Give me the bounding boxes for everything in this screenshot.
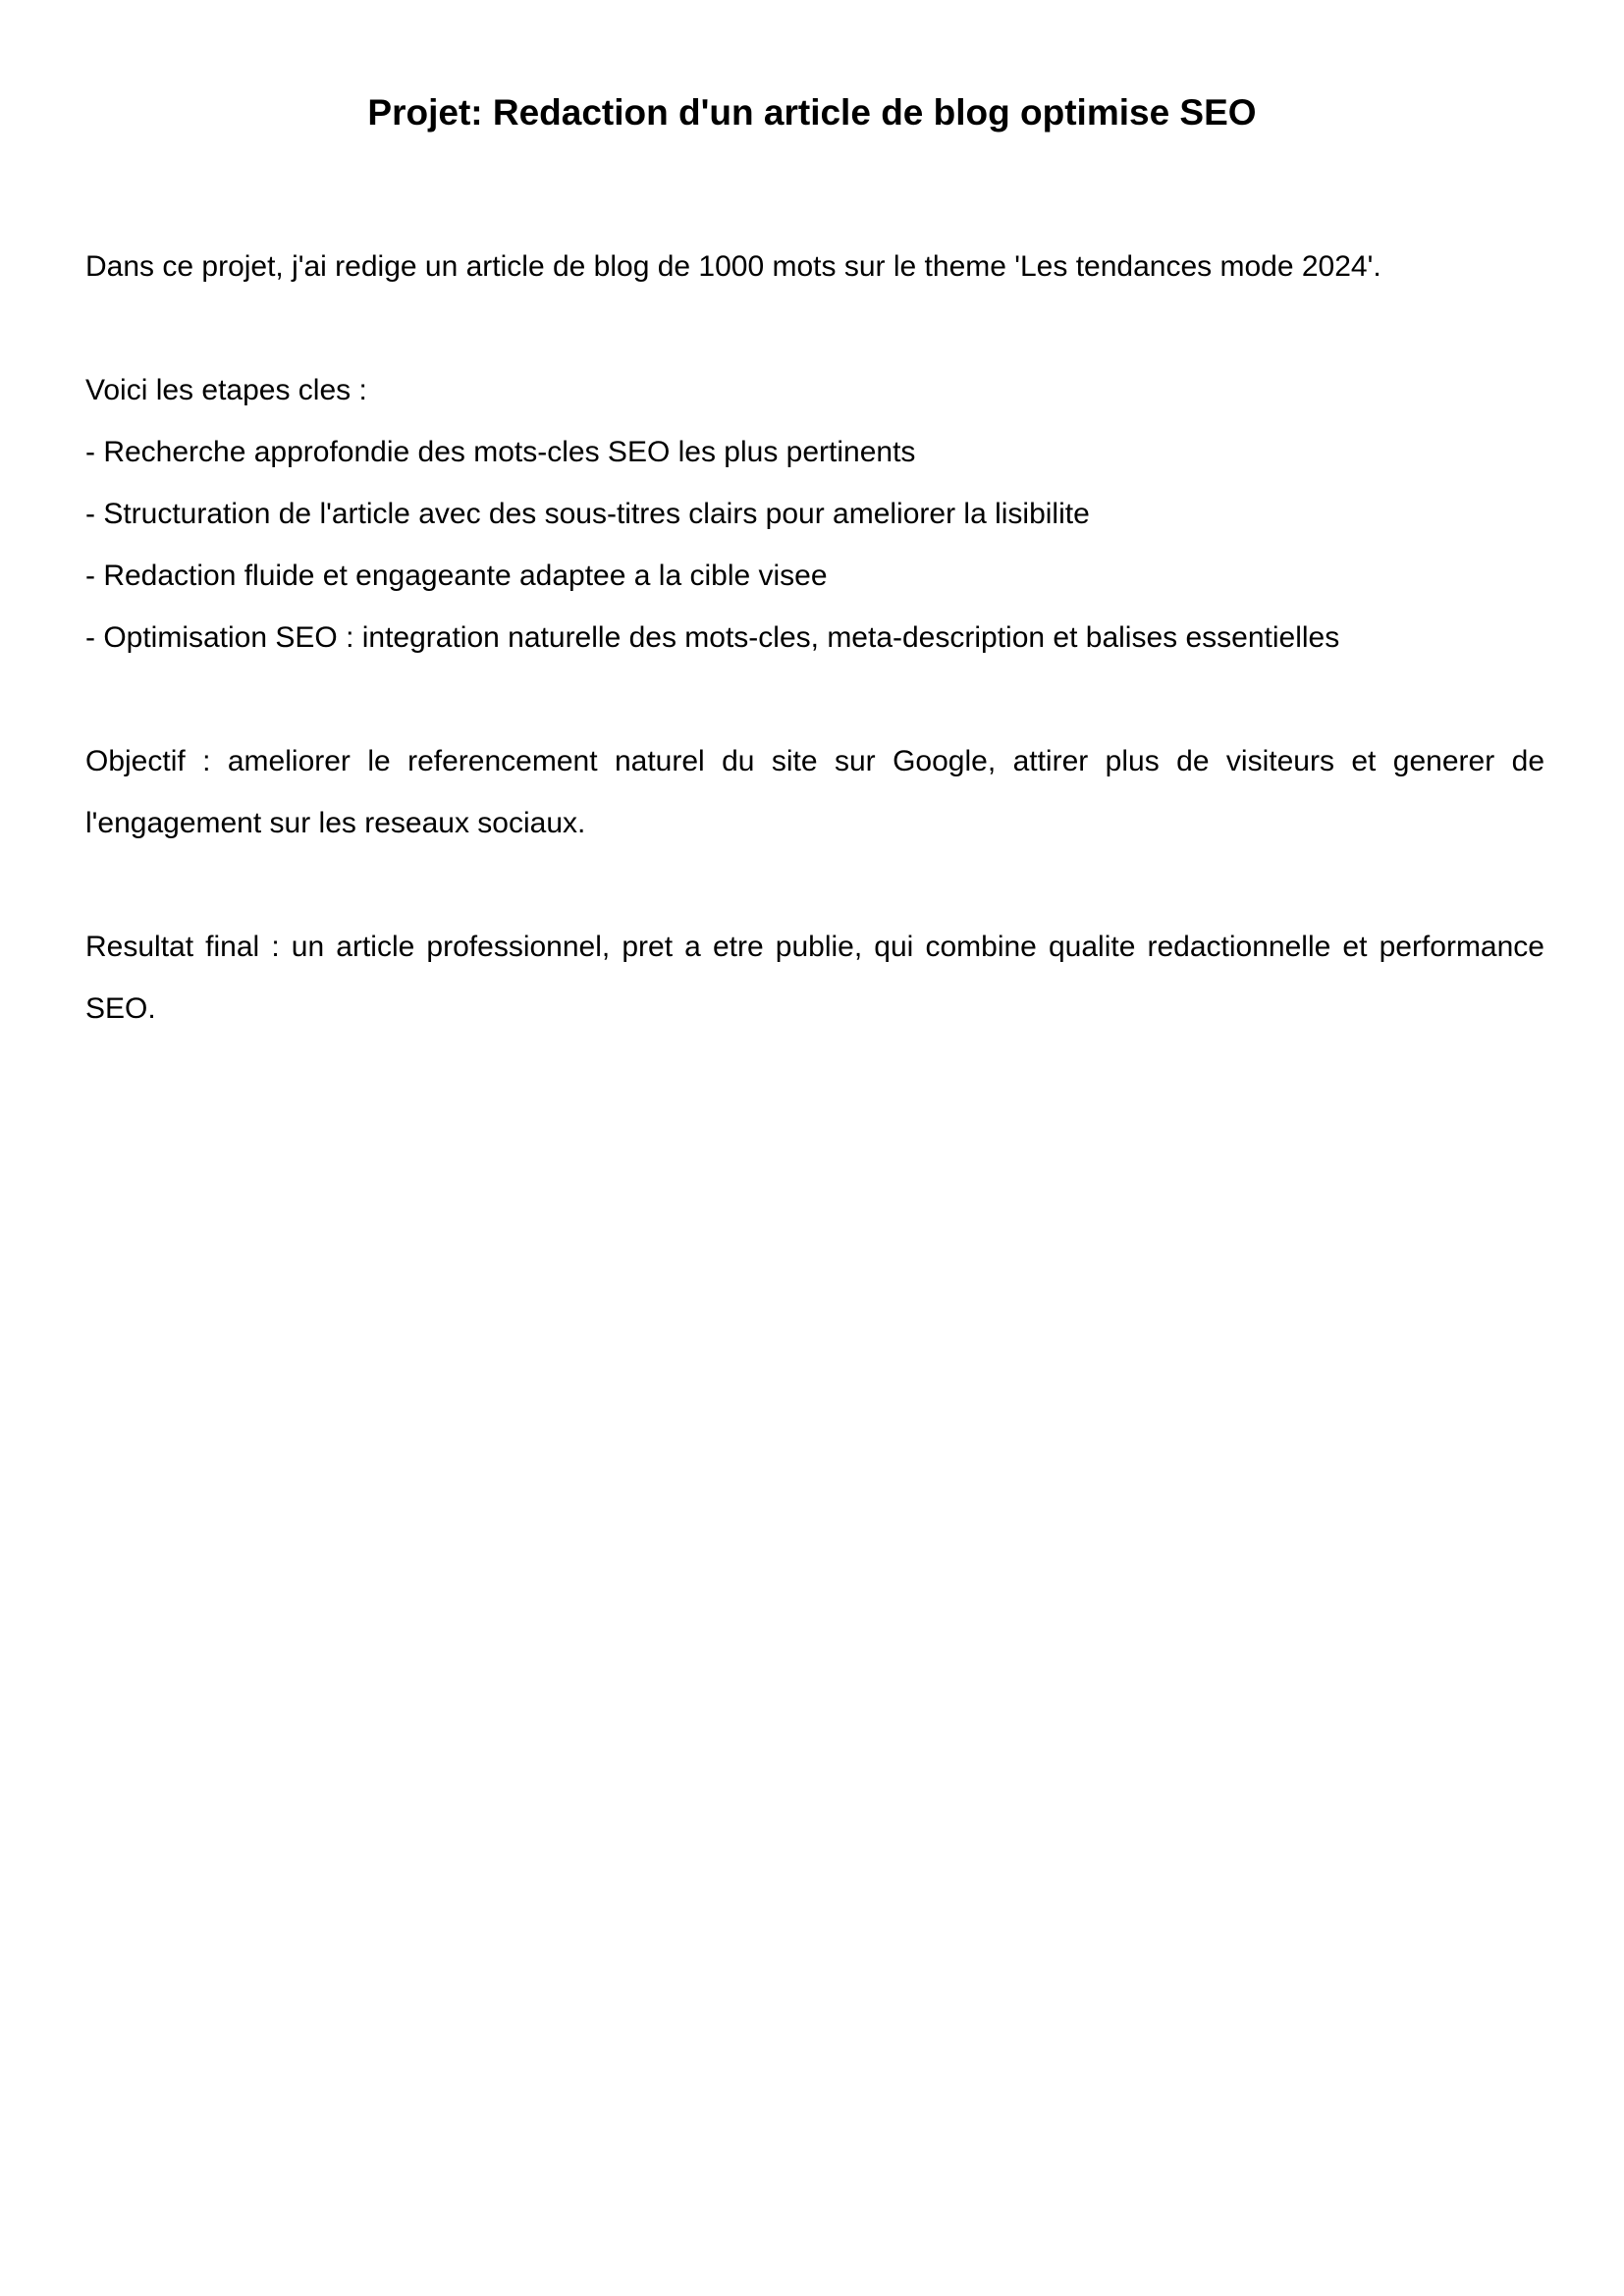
step-item: - Redaction fluide et engageante adaptee a la cible visee [85,560,828,592]
result-paragraph: Resultat final : un article professionnel, pret a etre publie, qui combine qualite redactionnelle et performance SEO. [85,931,1544,1025]
step-item: - Optimisation SEO : integration naturelle des mots-cles, meta-description et balises essentielles [85,621,1340,654]
paragraph-spacer [85,854,1544,916]
paragraph-spacer [85,297,1544,359]
objective-paragraph: Objectif : ameliorer le referencement naturel du site sur Google, attirer plus de visiteurs et generer de l'engagement sur les reseaux sociaux. [85,745,1544,839]
steps-heading: Voici les etapes cles : [85,374,367,406]
paragraph-spacer [85,668,1544,730]
step-item: - Recherche approfondie des mots-cles SEO les plus pertinents [85,436,916,468]
document-title: Projet: Redaction d'un article de blog optimise SEO [367,92,1257,133]
step-item: - Structuration de l'article avec des sous-titres clairs pour ameliorer la lisibilite [85,498,1090,530]
document-body [85,236,1544,1040]
intro-paragraph: Dans ce projet, j'ai redige un article de blog de 1000 mots sur le theme 'Les tendances mode 2024'. [85,250,1381,283]
